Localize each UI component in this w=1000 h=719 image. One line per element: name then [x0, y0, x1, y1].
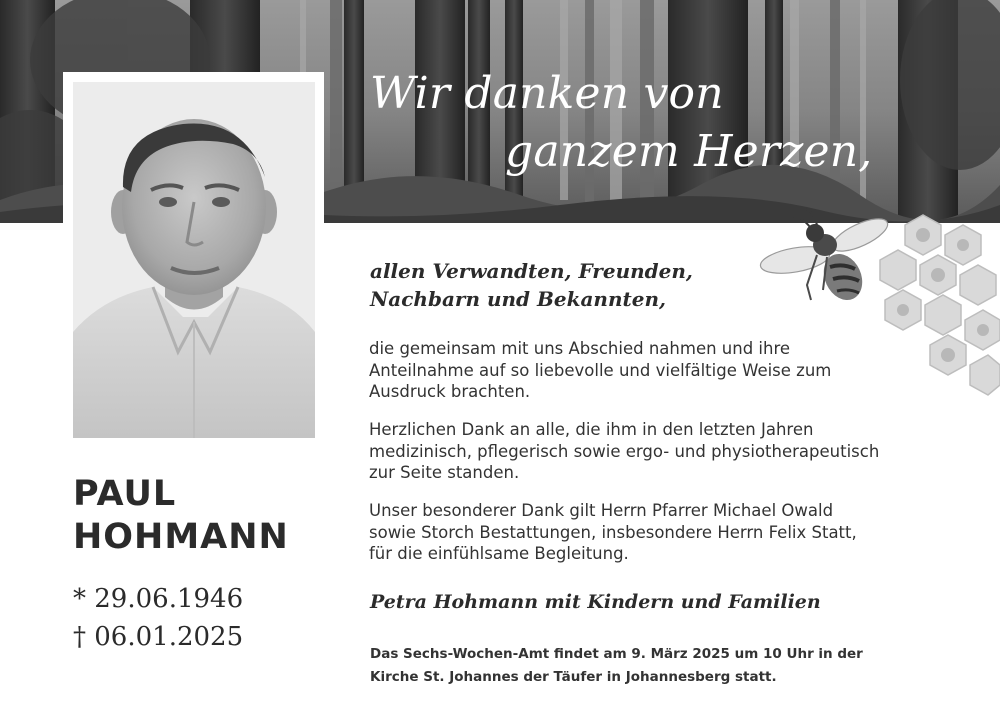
notice-line-1: Das Sechs-Wochen-Amt findet am 9. März 2025 um 10 Uhr in der	[370, 646, 863, 662]
paragraph-line: sowie Storch Bestattungen, insbesondere Herrn Felix Statt,	[369, 522, 857, 542]
portrait-frame	[63, 72, 324, 449]
paragraph-line: Anteilnahme auf so liebevolle und vielfältige Weise zum	[369, 360, 832, 380]
paragraph-line: für die einfühlsame Begleitung.	[369, 544, 629, 563]
headline-line-2: ganzem Herzen,	[505, 126, 873, 177]
paragraph-line: Herzlichen Dank an alle, die ihm in den letzten Jahren	[369, 420, 814, 439]
death-date: † 06.01.2025	[73, 622, 244, 652]
notice-line-2: Kirche St. Johannes der Täufer in Johannesberg statt.	[370, 669, 777, 685]
recipients-line-2: Nachbarn und Bekannten,	[370, 287, 666, 311]
paragraph-special-thanks	[369, 500, 959, 565]
paragraph-care-thanks	[369, 419, 959, 484]
portrait-photo	[73, 82, 315, 438]
paragraph-line: zur Seite standen.	[369, 463, 520, 482]
paragraph-line: Ausdruck brachten.	[369, 382, 531, 401]
memorial-mass-notice	[370, 643, 863, 689]
bee-icon	[758, 209, 891, 306]
recipients-line-1: allen Verwandten, Freunden,	[370, 259, 693, 283]
headline-line-1: Wir danken von	[370, 68, 724, 119]
deceased-first-name: PAUL	[73, 474, 177, 514]
paragraph-line: Unser besonderer Dank gilt Herrn Pfarrer Michael Owald	[369, 501, 834, 520]
recipients-heading	[370, 257, 693, 313]
paragraph-line: die gemeinsam mit uns Abschied nahmen und ihre	[369, 339, 791, 358]
paragraph-farewell	[369, 338, 959, 403]
deceased-last-name: HOHMANN	[73, 517, 289, 557]
paragraph-line: medizinisch, pflegerisch sowie ergo- und physiotherapeutisch	[369, 441, 880, 461]
birth-date: * 29.06.1946	[73, 584, 244, 614]
family-signature: Petra Hohmann mit Kindern und Familien	[370, 591, 821, 613]
